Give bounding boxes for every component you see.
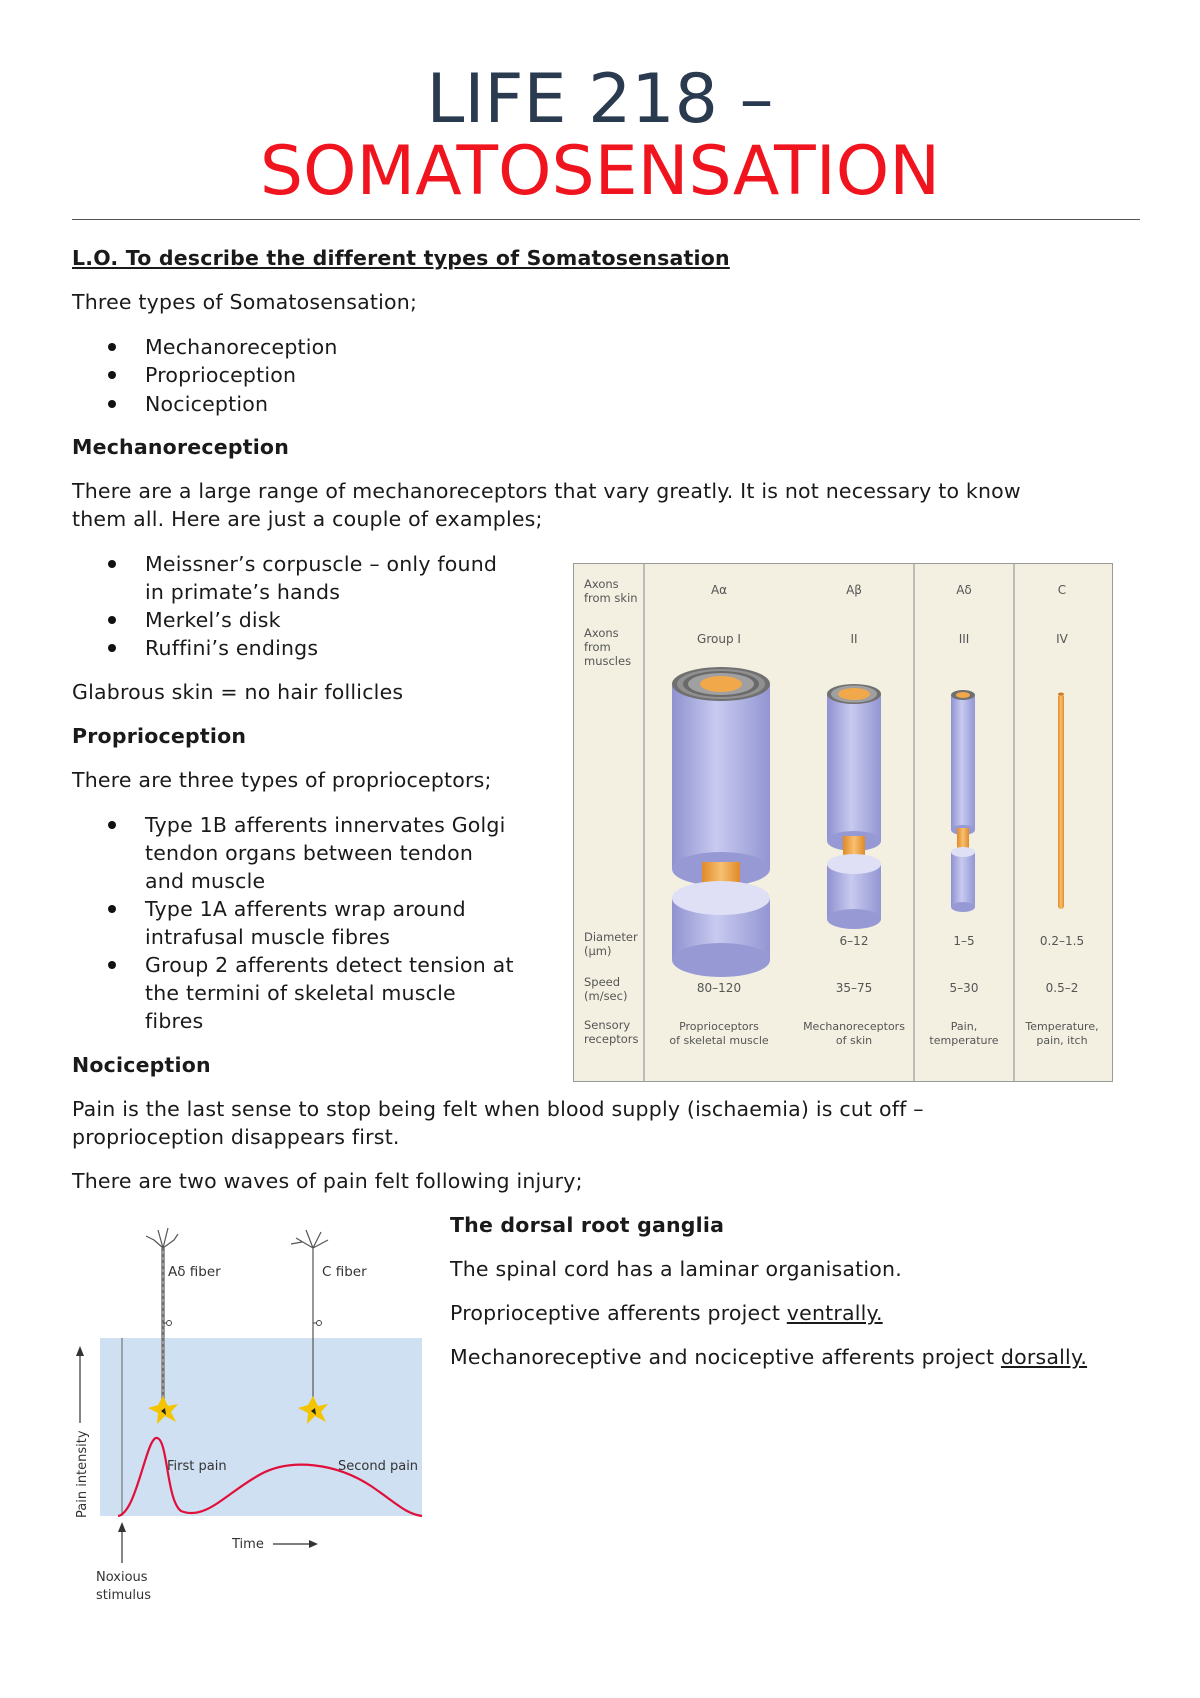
label-speed-1: Speed xyxy=(584,975,621,989)
col1-muscle: Group I xyxy=(697,632,741,646)
prop-bullet-1-line-2: tendon organs between tendon xyxy=(145,841,474,865)
drg-line-2-emphasis: ventrally. xyxy=(786,1301,883,1325)
pain-waves-diagram xyxy=(66,1218,426,1618)
drg-line-3-text: Mechanoreceptive and nociceptive afferents project xyxy=(450,1345,1001,1369)
stimulus-label-1: Noxious xyxy=(96,1570,148,1585)
y-axis-label: Pain intensity xyxy=(75,1430,90,1518)
prop-bullet-2-line-2: intrafusal muscle fibres xyxy=(145,925,391,949)
label-diameter-2: (µm) xyxy=(584,944,612,958)
noci-para-line-2: proprioception disappears first. xyxy=(72,1125,400,1149)
mech-bullet-2: Merkel’s disk xyxy=(145,608,281,632)
bullet-dot xyxy=(108,644,116,652)
mech-bullet-1-line-2: in primate’s hands xyxy=(145,580,341,604)
col3-speed: 5–30 xyxy=(949,981,979,995)
fiber-types-diagram xyxy=(574,564,1112,1081)
bullet-dot xyxy=(108,616,116,624)
noci-waves-text: There are two waves of pain felt following injury; xyxy=(72,1169,583,1193)
mech-para-line-2: them all. Here are just a couple of examples; xyxy=(72,507,543,531)
label-diameter-1: Diameter xyxy=(584,930,638,944)
mech-bullet-3: Ruffini’s endings xyxy=(145,636,319,660)
fiber2-label: C fiber xyxy=(322,1264,367,1280)
prop-bullet-1-line-3: and muscle xyxy=(145,869,266,893)
stimulus-label-2: stimulus xyxy=(96,1588,152,1603)
type-item-3: Nociception xyxy=(145,392,269,416)
col2-receptor-2: of skin xyxy=(835,1034,873,1047)
prop-bullet-2-line-1: Type 1A afferents wrap around xyxy=(145,897,466,921)
intro-text: Three types of Somatosensation; xyxy=(72,290,418,314)
fiber-c-drawing xyxy=(1058,693,1064,910)
col1-skin: Aα xyxy=(710,583,728,597)
bullet-dot xyxy=(108,961,116,969)
drg-line-3 xyxy=(450,1343,1087,1371)
plot-background xyxy=(100,1338,422,1516)
col2-diameter: 6–12 xyxy=(839,934,869,948)
col4-muscle: IV xyxy=(1056,632,1068,646)
time-label: Time xyxy=(232,1537,264,1552)
fiber-a-beta-drawing xyxy=(827,684,881,929)
col4-receptor-1: Temperature, xyxy=(1025,1020,1099,1033)
drg-line-3-emphasis: dorsally. xyxy=(1000,1345,1088,1369)
col3-receptor-2: temperature xyxy=(929,1034,999,1047)
bullet-dot xyxy=(108,343,116,351)
col2-muscle: II xyxy=(850,632,858,646)
col3-receptor-1: Pain, xyxy=(950,1020,978,1033)
col4-speed: 0.5–2 xyxy=(1045,981,1079,995)
label-axons-muscle-1: Axons xyxy=(584,626,619,640)
noci-heading: Nociception xyxy=(72,1053,211,1077)
bullet-dot xyxy=(108,400,116,408)
bullet-dot xyxy=(108,821,116,829)
second-pain-label: Second pain xyxy=(338,1459,419,1474)
title-line-2: SOMATOSENSATION xyxy=(259,132,941,211)
col3-muscle: III xyxy=(958,632,970,646)
type-item-1: Mechanoreception xyxy=(145,335,338,359)
bullet-dot xyxy=(108,905,116,913)
label-axons-skin-2: from skin xyxy=(584,591,638,605)
prop-para: There are three types of proprioceptors; xyxy=(72,768,492,792)
col2-receptor-1: Mechanoreceptors xyxy=(803,1020,905,1033)
title-line-1: LIFE 218 – xyxy=(426,60,774,139)
fiber1-label: Aδ fiber xyxy=(168,1264,221,1280)
col4-diameter: 0.2–1.5 xyxy=(1039,934,1085,948)
col2-speed: 35–75 xyxy=(835,981,873,995)
pain-waves-figure xyxy=(66,1218,426,1618)
bullet-dot xyxy=(108,371,116,379)
col3-skin: Aδ xyxy=(956,583,972,597)
glabrous-text: Glabrous skin = no hair follicles xyxy=(72,680,404,704)
label-axons-muscle-3: muscles xyxy=(584,654,632,668)
drg-heading: The dorsal root ganglia xyxy=(450,1213,725,1237)
noci-para-line-1: Pain is the last sense to stop being felt when blood supply (ischaemia) is cut off – xyxy=(72,1097,924,1121)
col3-diameter: 1–5 xyxy=(953,934,975,948)
label-receptors-1: Sensory xyxy=(584,1018,631,1032)
bullet-dot xyxy=(108,560,116,568)
mech-para-line-1: There are a large range of mechanoreceptors that vary greatly. It is not necessary to know xyxy=(72,479,1021,503)
col1-speed: 80–120 xyxy=(696,981,742,995)
lo-heading: L.O. To describe the different types of Somatosensation xyxy=(72,246,730,270)
mech-bullet-1-line-1: Meissner’s corpuscle – only found xyxy=(145,552,498,576)
label-speed-2: (m/sec) xyxy=(584,989,628,1003)
fiber-a-alpha-drawing xyxy=(672,667,770,977)
col1-receptor-1: Proprioceptors xyxy=(679,1020,759,1033)
drg-line-1: The spinal cord has a laminar organisation. xyxy=(450,1257,902,1281)
label-axons-skin-1: Axons xyxy=(584,577,619,591)
prop-heading: Proprioception xyxy=(72,724,247,748)
prop-bullet-3-line-1: Group 2 afferents detect tension at xyxy=(145,953,514,977)
drg-line-2-text: Proprioceptive afferents project xyxy=(450,1301,787,1325)
prop-bullet-3-line-3: fibres xyxy=(145,1009,204,1033)
prop-bullet-3-line-2: the termini of skeletal muscle xyxy=(145,981,456,1005)
col1-receptor-2: of skeletal muscle xyxy=(669,1034,769,1047)
title-divider xyxy=(72,219,1140,220)
col2-skin: Aβ xyxy=(846,583,862,597)
type-item-2: Proprioception xyxy=(145,363,297,387)
col4-receptor-2: pain, itch xyxy=(1036,1034,1088,1047)
fiber-a-delta-drawing xyxy=(951,690,975,912)
fiber-types-figure xyxy=(573,563,1113,1082)
prop-bullet-1-line-1: Type 1B afferents innervates Golgi xyxy=(145,813,506,837)
label-axons-muscle-2: from xyxy=(584,640,611,654)
drg-line-2 xyxy=(450,1299,883,1327)
first-pain-label: First pain xyxy=(167,1459,227,1474)
col4-skin: C xyxy=(1057,583,1067,597)
label-receptors-2: receptors xyxy=(584,1032,639,1046)
mech-heading: Mechanoreception xyxy=(72,435,290,459)
